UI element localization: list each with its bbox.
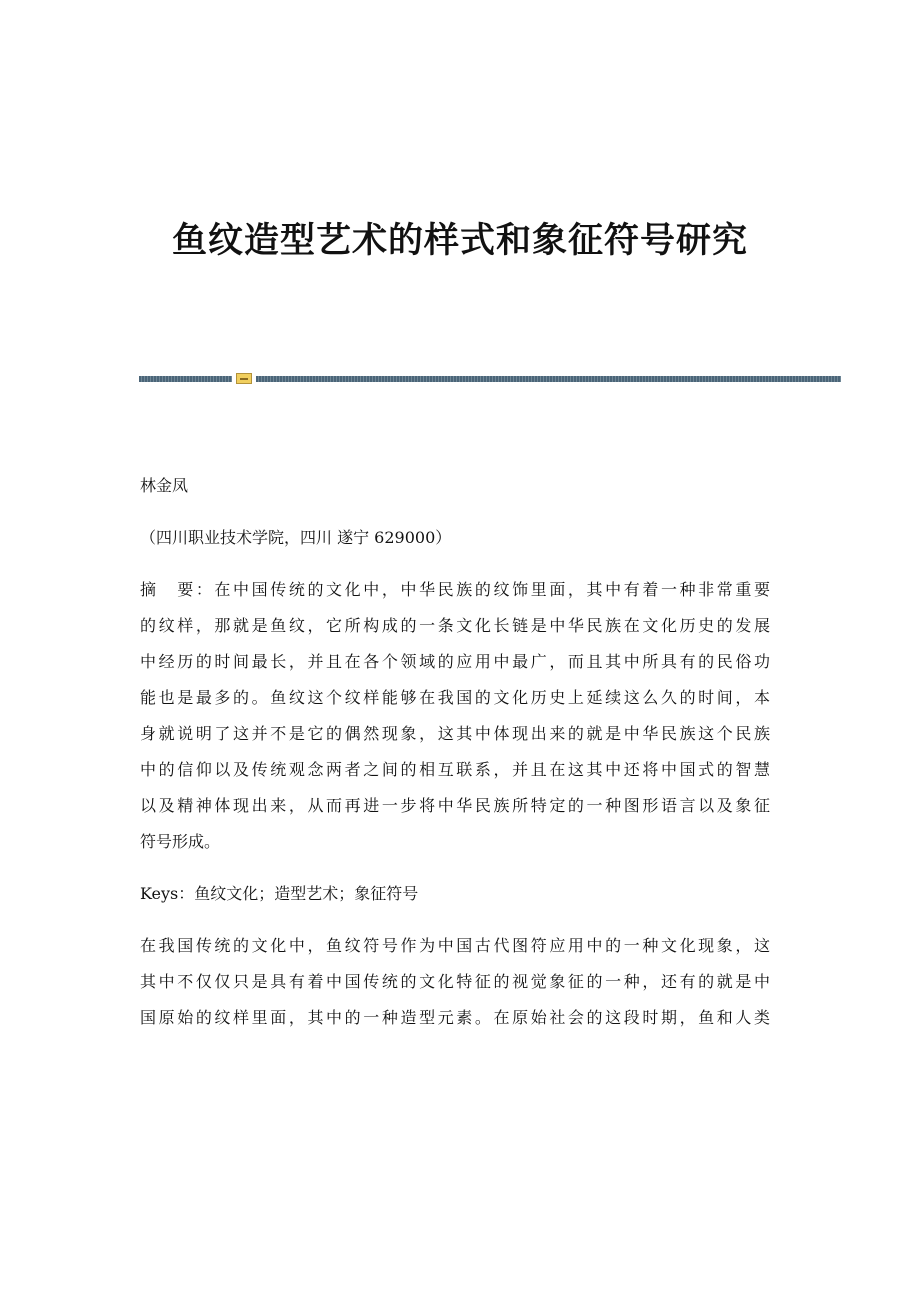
abstract-line: 中的信仰以及传统观念两者之间的相互联系，并且在这其中还将中国式的智慧	[140, 760, 770, 779]
abstract	[140, 572, 770, 860]
document-body	[140, 468, 770, 1036]
body-line: 其中不仅仅只是具有着中国传统的文化特征的视觉象征的一种，还有的就是中	[140, 972, 770, 991]
abstract-line: 符号形成。	[140, 832, 221, 851]
keywords-text: 鱼纹文化；造型艺术；象征符号	[194, 884, 419, 903]
abstract-line: 的纹样，那就是鱼纹，它所构成的一条文化长链是中华民族在文化历史的发展	[140, 616, 770, 635]
author-affiliation: （四川职业技术学院，四川 遂宁 629000）	[140, 528, 452, 547]
keywords	[140, 876, 770, 912]
divider-ornament-icon	[236, 373, 252, 384]
author-name: 林金凤	[140, 476, 189, 495]
abstract-line: 以及精神体现出来，从而再进一步将中华民族所特定的一种图形语言以及象征	[140, 796, 770, 815]
body-line: 在我国传统的文化中，鱼纹符号作为中国古代图符应用中的一种文化现象，这	[140, 936, 770, 955]
abstract-line: 能也是最多的。鱼纹这个纹样能够在我国的文化历史上延续这么久的时间，本	[140, 688, 770, 707]
document-title: 鱼纹造型艺术的样式和象征符号研究	[171, 221, 748, 261]
keywords-label: Keys：	[140, 884, 195, 903]
abstract-line: 身就说明了这并不是它的偶然现象，这其中体现出来的就是中华民族这个民族	[140, 724, 770, 743]
abstract-line: 中经历的时间最长，并且在各个领域的应用中最广，而且其中所具有的民俗功	[140, 652, 770, 671]
abstract-line	[140, 572, 770, 608]
divider-bar-left	[139, 376, 232, 382]
abstract-label: 摘 要：	[140, 580, 215, 599]
abstract-line-text: 在中国传统的文化中，中华民族的纹饰里面，其中有着一种非常重要	[214, 580, 770, 599]
body-line: 国原始的纹样里面，其中的一种造型元素。在原始社会的这段时期，鱼和人类	[140, 1008, 770, 1027]
divider-bar-right	[256, 376, 841, 382]
body-paragraph	[140, 928, 770, 1036]
title-divider	[139, 373, 841, 384]
